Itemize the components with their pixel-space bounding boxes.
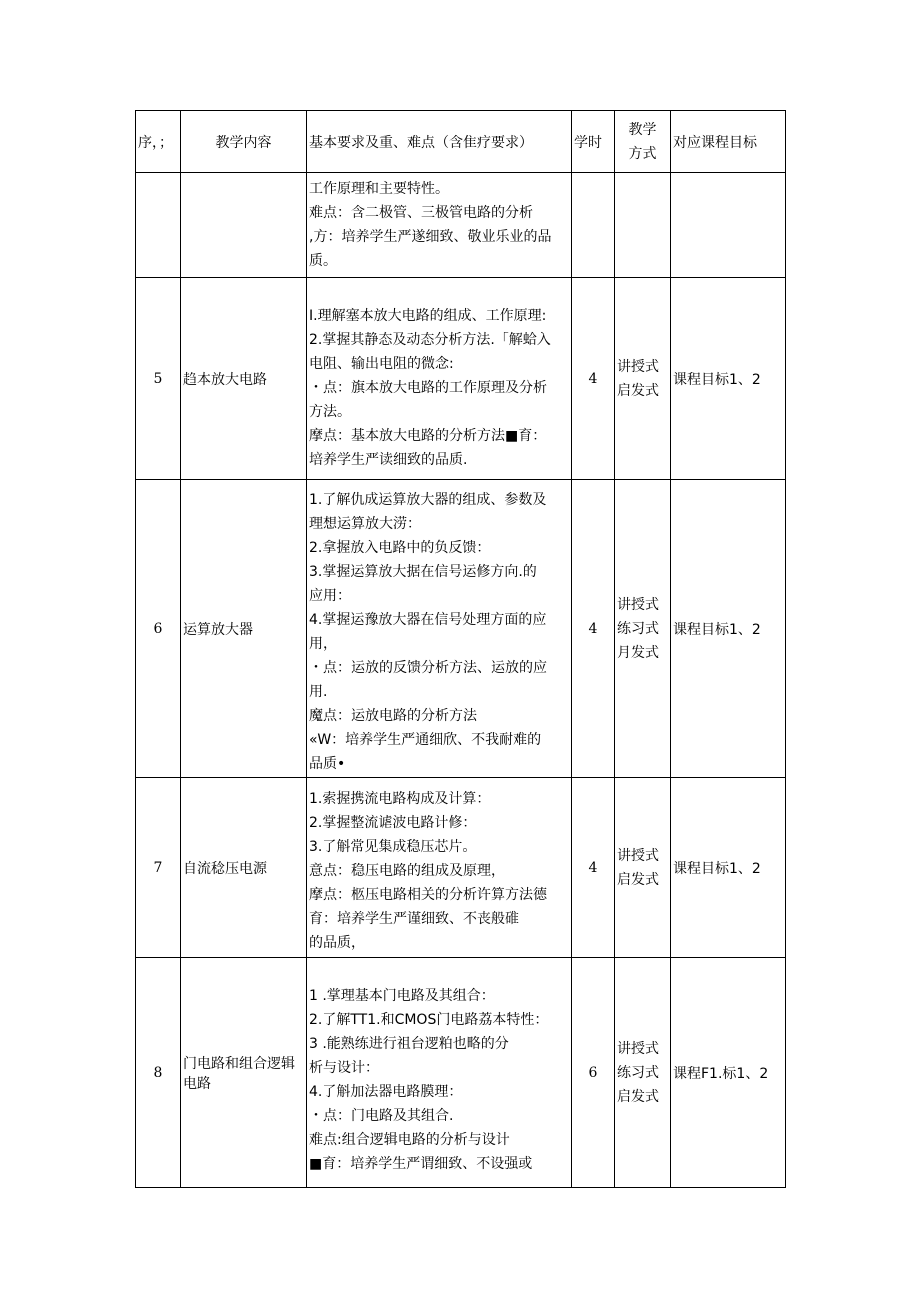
req-line: 2.掌握其静态及动态分析方法.「解蛤入 bbox=[309, 331, 551, 348]
req-line: 质。 bbox=[309, 253, 337, 269]
row-goal: 课程F1.标1、2 bbox=[671, 958, 786, 1188]
row-method bbox=[615, 480, 671, 778]
row-requirements bbox=[307, 778, 572, 958]
table-row bbox=[136, 480, 786, 778]
req-line: 用， bbox=[309, 635, 337, 652]
req-line: 难点：含二极管、三极管电路的分析 bbox=[309, 205, 533, 221]
header-seq: 序，； bbox=[136, 111, 181, 173]
req-line: 方法。 bbox=[309, 403, 351, 420]
row-hours: 4 bbox=[572, 278, 615, 480]
req-line: ・点：门电路及其组合. bbox=[309, 1107, 454, 1124]
row-hours bbox=[572, 173, 615, 278]
row-number bbox=[136, 173, 181, 278]
req-line: 摩点：基本放大电路的分析方法■育： bbox=[309, 427, 547, 444]
req-line: 2.拿握放入电路中的负反馈： bbox=[309, 539, 491, 556]
table-row bbox=[136, 278, 786, 480]
header-goal: 对应课程目标 bbox=[671, 111, 786, 173]
req-line: 用. bbox=[309, 683, 328, 700]
method-line: 练习式 bbox=[617, 1064, 659, 1081]
row-number: 8 bbox=[136, 958, 181, 1188]
req-line: 3.了斛常见集成稳压芯片。 bbox=[309, 838, 477, 855]
header-content: 教学内容 bbox=[181, 111, 307, 173]
req-line: 2.了解TT1.和CMOS门电路荔本特性： bbox=[309, 1011, 549, 1028]
req-line: 3 .能熟练进行祖台逻粕也略的分 bbox=[309, 1035, 509, 1052]
syllabus-table bbox=[135, 110, 786, 1188]
row-requirements bbox=[307, 278, 572, 480]
row-hours: 4 bbox=[572, 480, 615, 778]
row-hours: 6 bbox=[572, 958, 615, 1188]
table-row bbox=[136, 958, 786, 1188]
req-line: 难点:组合逻辑电路的分析与设计 bbox=[309, 1131, 510, 1148]
method-line: 讲授式 bbox=[617, 358, 659, 375]
row-content: 运算放大器 bbox=[181, 480, 307, 778]
req-line: 3.掌握运算放大据在信号运修方向.的 bbox=[309, 563, 537, 580]
row-goal: 课程目标1、2 bbox=[671, 480, 786, 778]
req-line: 育：培养学生严谨细致、不丧般碓 bbox=[309, 910, 519, 927]
req-line: 2.掌握整流谑波电路计修： bbox=[309, 814, 477, 831]
method-line: 讲授式 bbox=[617, 596, 659, 613]
req-line: 4.了斛加法器电路膜理： bbox=[309, 1083, 463, 1100]
req-line: 的品质， bbox=[309, 934, 365, 951]
method-line: 月发式 bbox=[617, 644, 659, 661]
header-method bbox=[615, 111, 671, 173]
header-row bbox=[136, 111, 786, 173]
req-line: ■育：培养学生严谓细致、不设强或 bbox=[309, 1155, 533, 1172]
row-requirements bbox=[307, 958, 572, 1188]
req-line: ・点：运放的反馈分析方法、运放的应 bbox=[309, 659, 547, 676]
row-number: 7 bbox=[136, 778, 181, 958]
req-line: 4.掌握运豫放大器在信号处理方面的应 bbox=[309, 611, 547, 628]
req-line: 摩点：柩压电路相关的分析许算方法德 bbox=[309, 886, 547, 903]
req-line: «W：培养学生严通细欣、不我耐难的 bbox=[309, 731, 542, 748]
req-line: 电阻、输出电阻的微念: bbox=[309, 355, 454, 372]
header-requirements: 基本要求及重、难点（含隹疗要求） bbox=[307, 111, 572, 173]
row-content bbox=[181, 173, 307, 278]
req-line: ・点：旗本放大电路的工作原理及分析 bbox=[309, 379, 547, 396]
req-line: 1 .掌理基本门电路及其组合： bbox=[309, 987, 495, 1004]
row-hours: 4 bbox=[572, 778, 615, 958]
row-method bbox=[615, 778, 671, 958]
req-line: 应用： bbox=[309, 587, 351, 604]
row-goal: 课程目标1、2 bbox=[671, 778, 786, 958]
method-line: 启发式 bbox=[617, 1088, 659, 1105]
row-goal bbox=[671, 173, 786, 278]
req-line: 意点：稳压电路的组成及原理， bbox=[309, 862, 505, 879]
req-line: 品质• bbox=[309, 755, 346, 772]
method-line: 启发式 bbox=[617, 871, 659, 888]
row-content: 趋本放大电路 bbox=[181, 278, 307, 480]
method-line: 讲授式 bbox=[617, 847, 659, 864]
row-number: 6 bbox=[136, 480, 181, 778]
table-row bbox=[136, 778, 786, 958]
row-method bbox=[615, 958, 671, 1188]
req-line: 1.索握携流电路构成及计算： bbox=[309, 790, 491, 807]
req-line: ,方：培养学生严遂细致、敬业乐业的品 bbox=[309, 229, 552, 245]
row-content: 自流稔压电源 bbox=[181, 778, 307, 958]
row-content: 门电路和组合逻辑电路 bbox=[181, 958, 307, 1188]
req-line: 1.了解仇成运算放大器的组成、参数及 bbox=[309, 491, 547, 508]
method-line: 练习式 bbox=[617, 620, 659, 637]
req-line: 工作原理和主要特性。 bbox=[309, 181, 449, 197]
row-method bbox=[615, 278, 671, 480]
method-line: 启发式 bbox=[617, 382, 659, 399]
row-method bbox=[615, 173, 671, 278]
req-line: 培养学生严读细致的品质. bbox=[309, 451, 468, 468]
row-requirements bbox=[307, 480, 572, 778]
req-line: 魔点：运放电路的分析方法 bbox=[309, 707, 477, 724]
method-line: 讲授式 bbox=[617, 1040, 659, 1057]
row-goal: 课程目标1、2 bbox=[671, 278, 786, 480]
header-method-line2: 方式 bbox=[628, 145, 657, 162]
header-method-line1: 教学 bbox=[628, 121, 657, 138]
header-hours: 学时 bbox=[572, 111, 615, 173]
table-row bbox=[136, 173, 786, 278]
req-line: 析与设计： bbox=[309, 1059, 379, 1076]
req-line: I.理解塞本放大电路的组成、工作原理: bbox=[309, 307, 547, 324]
row-number: 5 bbox=[136, 278, 181, 480]
req-line: 理想运算放大涝： bbox=[309, 515, 421, 532]
row-requirements bbox=[307, 173, 572, 278]
